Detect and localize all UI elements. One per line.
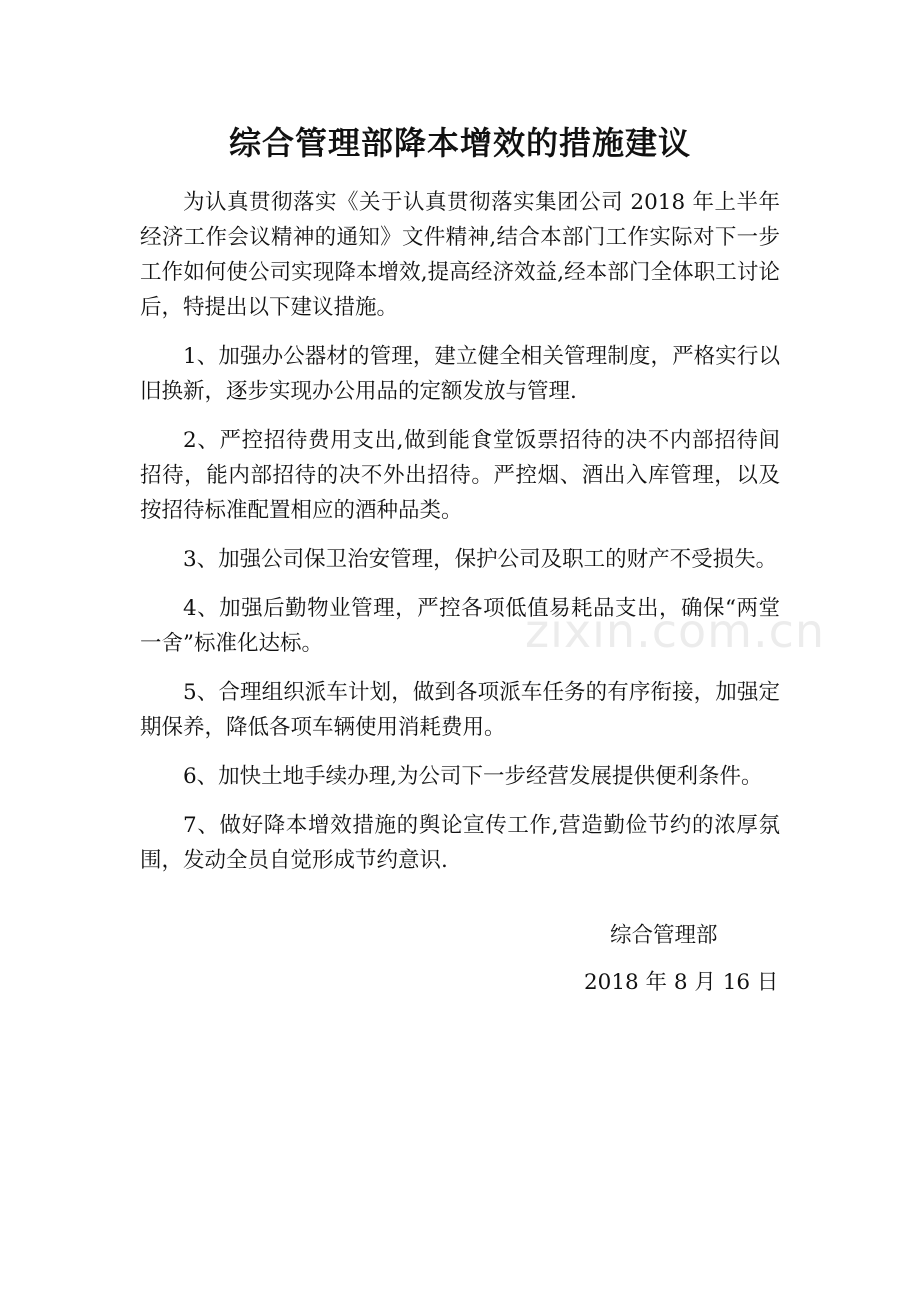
- measure-item-3: 3、加强公司保卫治安管理，保护公司及职工的财产不受损失。: [183, 547, 778, 572]
- document-body: [140, 185, 780, 892]
- measure-item-2: 2、严控招待费用支出,做到能食堂饭票招待的决不内部招待间招待，能内部招待的决不外出招待。严控烟、酒出入库管理，以及按招待标准配置相应的酒种品类。: [140, 428, 780, 523]
- signature-date: 2018 年 8 月 16 日: [584, 970, 779, 995]
- measure-item-1: 1、加强办公器材的管理，建立健全相关管理制度，严格实行以旧换新，逐步实现办公用品的定额发放与管理.: [140, 344, 780, 404]
- measure-item-6: 6、加快土地手续办理,为公司下一步经营发展提供便利条件。: [183, 764, 763, 789]
- measure-item-7: 7、做好降本增效措施的舆论宣传工作,营造勤俭节约的浓厚氛围，发动全员自觉形成节约意识.: [140, 813, 780, 873]
- document-title: 综合管理部降本增效的措施建议: [228, 124, 691, 162]
- watermark: zixin.com.cn: [525, 604, 826, 658]
- signature-department: 综合管理部: [610, 923, 718, 948]
- measure-item-4: 4、加强后勤物业管理，严控各项低值易耗品支出，确保“两堂一舍”标准化达标。: [140, 596, 780, 656]
- intro-paragraph: 为认真贯彻落实《关于认真贯彻落实集团公司 2018 年上半年经济工作会议精神的通知》文件精神,结合本部门工作实际对下一步工作如何使公司实现降本增效,提高经济效益,经本部门全体职工讨论后，特提出以下建议措施。: [140, 190, 780, 320]
- measure-item-5: 5、合理组织派车计划，做到各项派车任务的有序衔接，加强定期保养，降低各项车辆使用消耗费用。: [140, 680, 780, 740]
